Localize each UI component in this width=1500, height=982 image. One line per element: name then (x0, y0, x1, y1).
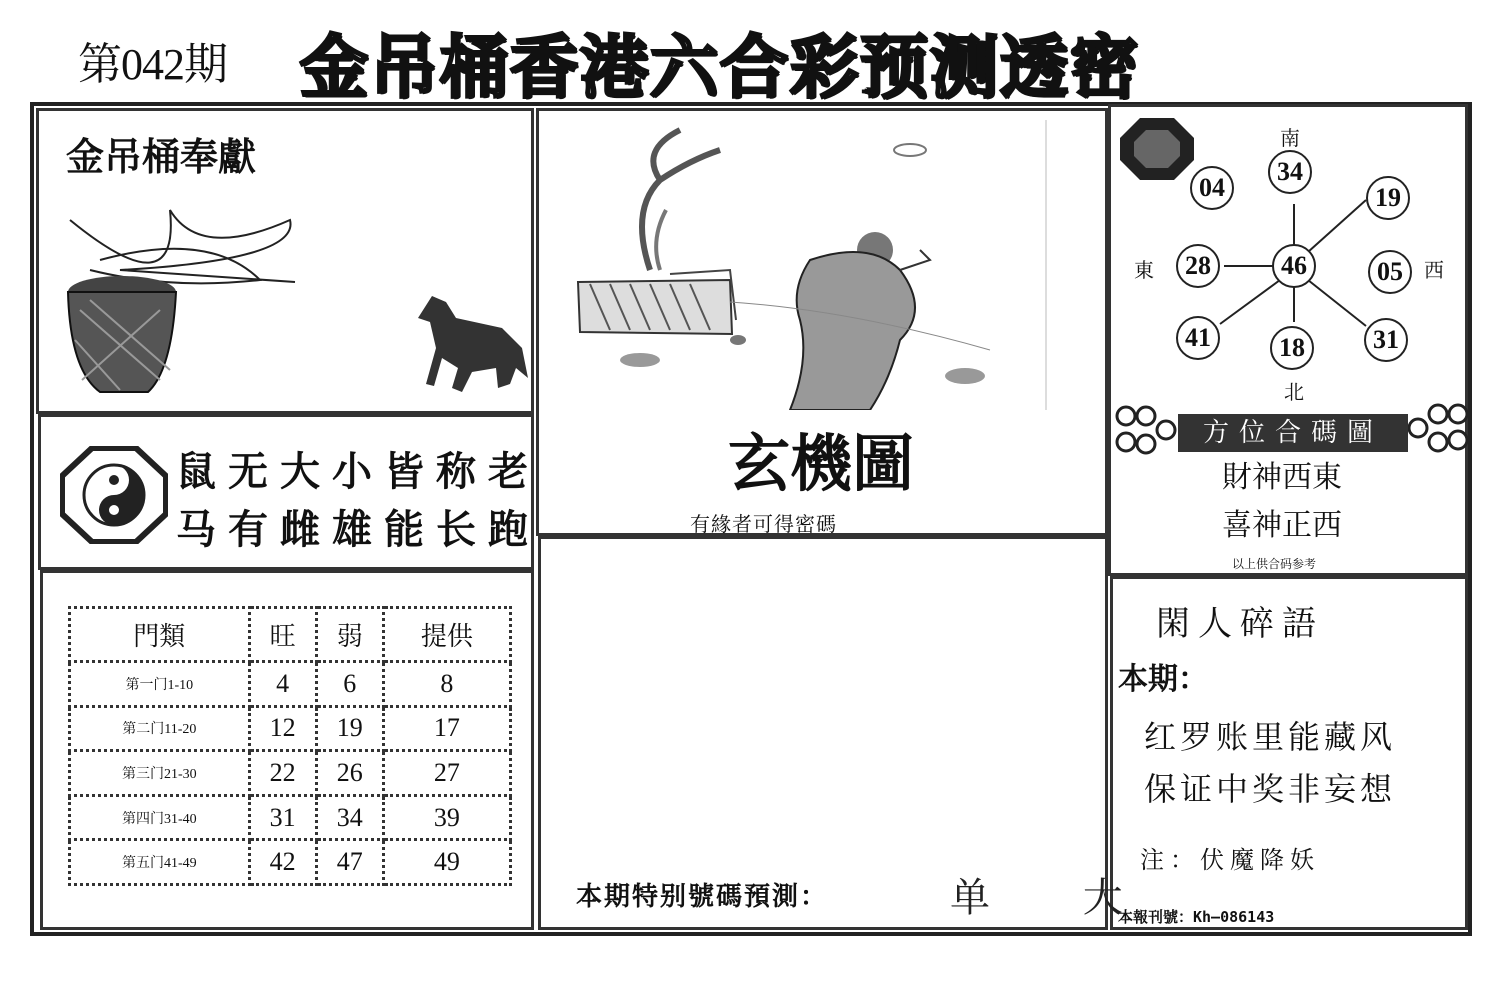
xishen-direction: 喜神正西 (1222, 508, 1342, 543)
gossip-heading: 閑人碎語 (1156, 604, 1324, 644)
table-row (70, 662, 511, 707)
table-cell: 22 (249, 751, 316, 796)
table-cell: 47 (316, 840, 383, 885)
compass-number-bottom-right: 31 (1364, 318, 1408, 362)
page-title: 金吊桶香港六合彩预测透密 (300, 29, 1141, 108)
compass-number-center: 46 (1272, 244, 1316, 288)
compass-number-right: 05 (1368, 250, 1412, 294)
table-row (70, 751, 511, 796)
compass-number-top-left: 04 (1190, 166, 1234, 210)
compass-banner: 方位合碼圖 (1178, 414, 1408, 452)
row-label: 第二门11-20 (70, 706, 250, 751)
table-cell: 6 (316, 662, 383, 707)
table-cell: 31 (249, 795, 316, 840)
direction-north: 北 (1284, 380, 1304, 404)
picture-title: 玄機圖 (728, 427, 915, 500)
picture-subtitle: 有緣者可得密碼 (690, 512, 837, 536)
gossip-line-2: 保证中奖非妄想 (1144, 770, 1397, 808)
table-header-cell: 旺 (249, 608, 316, 662)
table-header-cell: 門類 (70, 608, 250, 662)
period-label: 本期： (1118, 662, 1208, 697)
table-row (70, 706, 511, 751)
direction-west: 西 (1424, 258, 1444, 282)
bagua-yinyang-icon (60, 446, 168, 544)
table-cell: 34 (316, 795, 383, 840)
table-cell: 26 (316, 751, 383, 796)
prediction-label: 本期特别號碼預測： (576, 882, 829, 912)
row-label: 第一门1-10 (70, 662, 250, 707)
sage-illustration (570, 120, 1050, 410)
table-cell: 42 (249, 840, 316, 885)
compass-number-bottom-left: 41 (1176, 316, 1220, 360)
row-label: 第四门31-40 (70, 795, 250, 840)
table-header-cell: 弱 (316, 608, 383, 662)
compass-number-bottom: 18 (1270, 326, 1314, 370)
poem-line-2: 马有雌雄能长跑 (176, 507, 540, 553)
table-cell: 12 (249, 706, 316, 751)
compass-footnote: 以上供合码参考 (1232, 557, 1317, 571)
table-cell: 4 (249, 662, 316, 707)
compass-number-top: 34 (1268, 150, 1312, 194)
row-label: 第五门41-49 (70, 840, 250, 885)
table-cell: 27 (383, 751, 510, 796)
doors-table (68, 606, 512, 886)
prediction-value: 单 大 (950, 875, 1163, 921)
table-row (70, 795, 511, 840)
table-header-cell: 提供 (383, 608, 510, 662)
gift-title: 金吊桶奉獻 (66, 135, 257, 179)
gossip-note: 注：伏魔降妖 (1140, 846, 1320, 874)
publication-code: 本報刊號：Kh—086143 (1118, 908, 1275, 926)
flower-ornament-icon (1112, 404, 1178, 456)
table-cell: 39 (383, 795, 510, 840)
compass-number-top-right: 19 (1366, 176, 1410, 220)
table-cell: 49 (383, 840, 510, 885)
row-label: 第三门21-30 (70, 751, 250, 796)
table-header-row (70, 608, 511, 662)
compass-number-left: 28 (1176, 244, 1220, 288)
poem-line-1: 鼠无大小皆称老 (176, 449, 540, 495)
gossip-line-1: 红罗账里能藏风 (1144, 718, 1397, 756)
bucket-icon (60, 200, 310, 410)
caishen-direction: 財神西東 (1222, 460, 1342, 495)
table-cell: 8 (383, 662, 510, 707)
flower-ornament-icon (1408, 402, 1470, 454)
horse-icon (412, 288, 532, 400)
table-cell: 17 (383, 706, 510, 751)
issue-number: 第042期 (78, 40, 227, 89)
direction-south: 南 (1280, 126, 1300, 150)
table-cell: 19 (316, 706, 383, 751)
table-row (70, 840, 511, 885)
direction-east: 東 (1134, 258, 1154, 282)
